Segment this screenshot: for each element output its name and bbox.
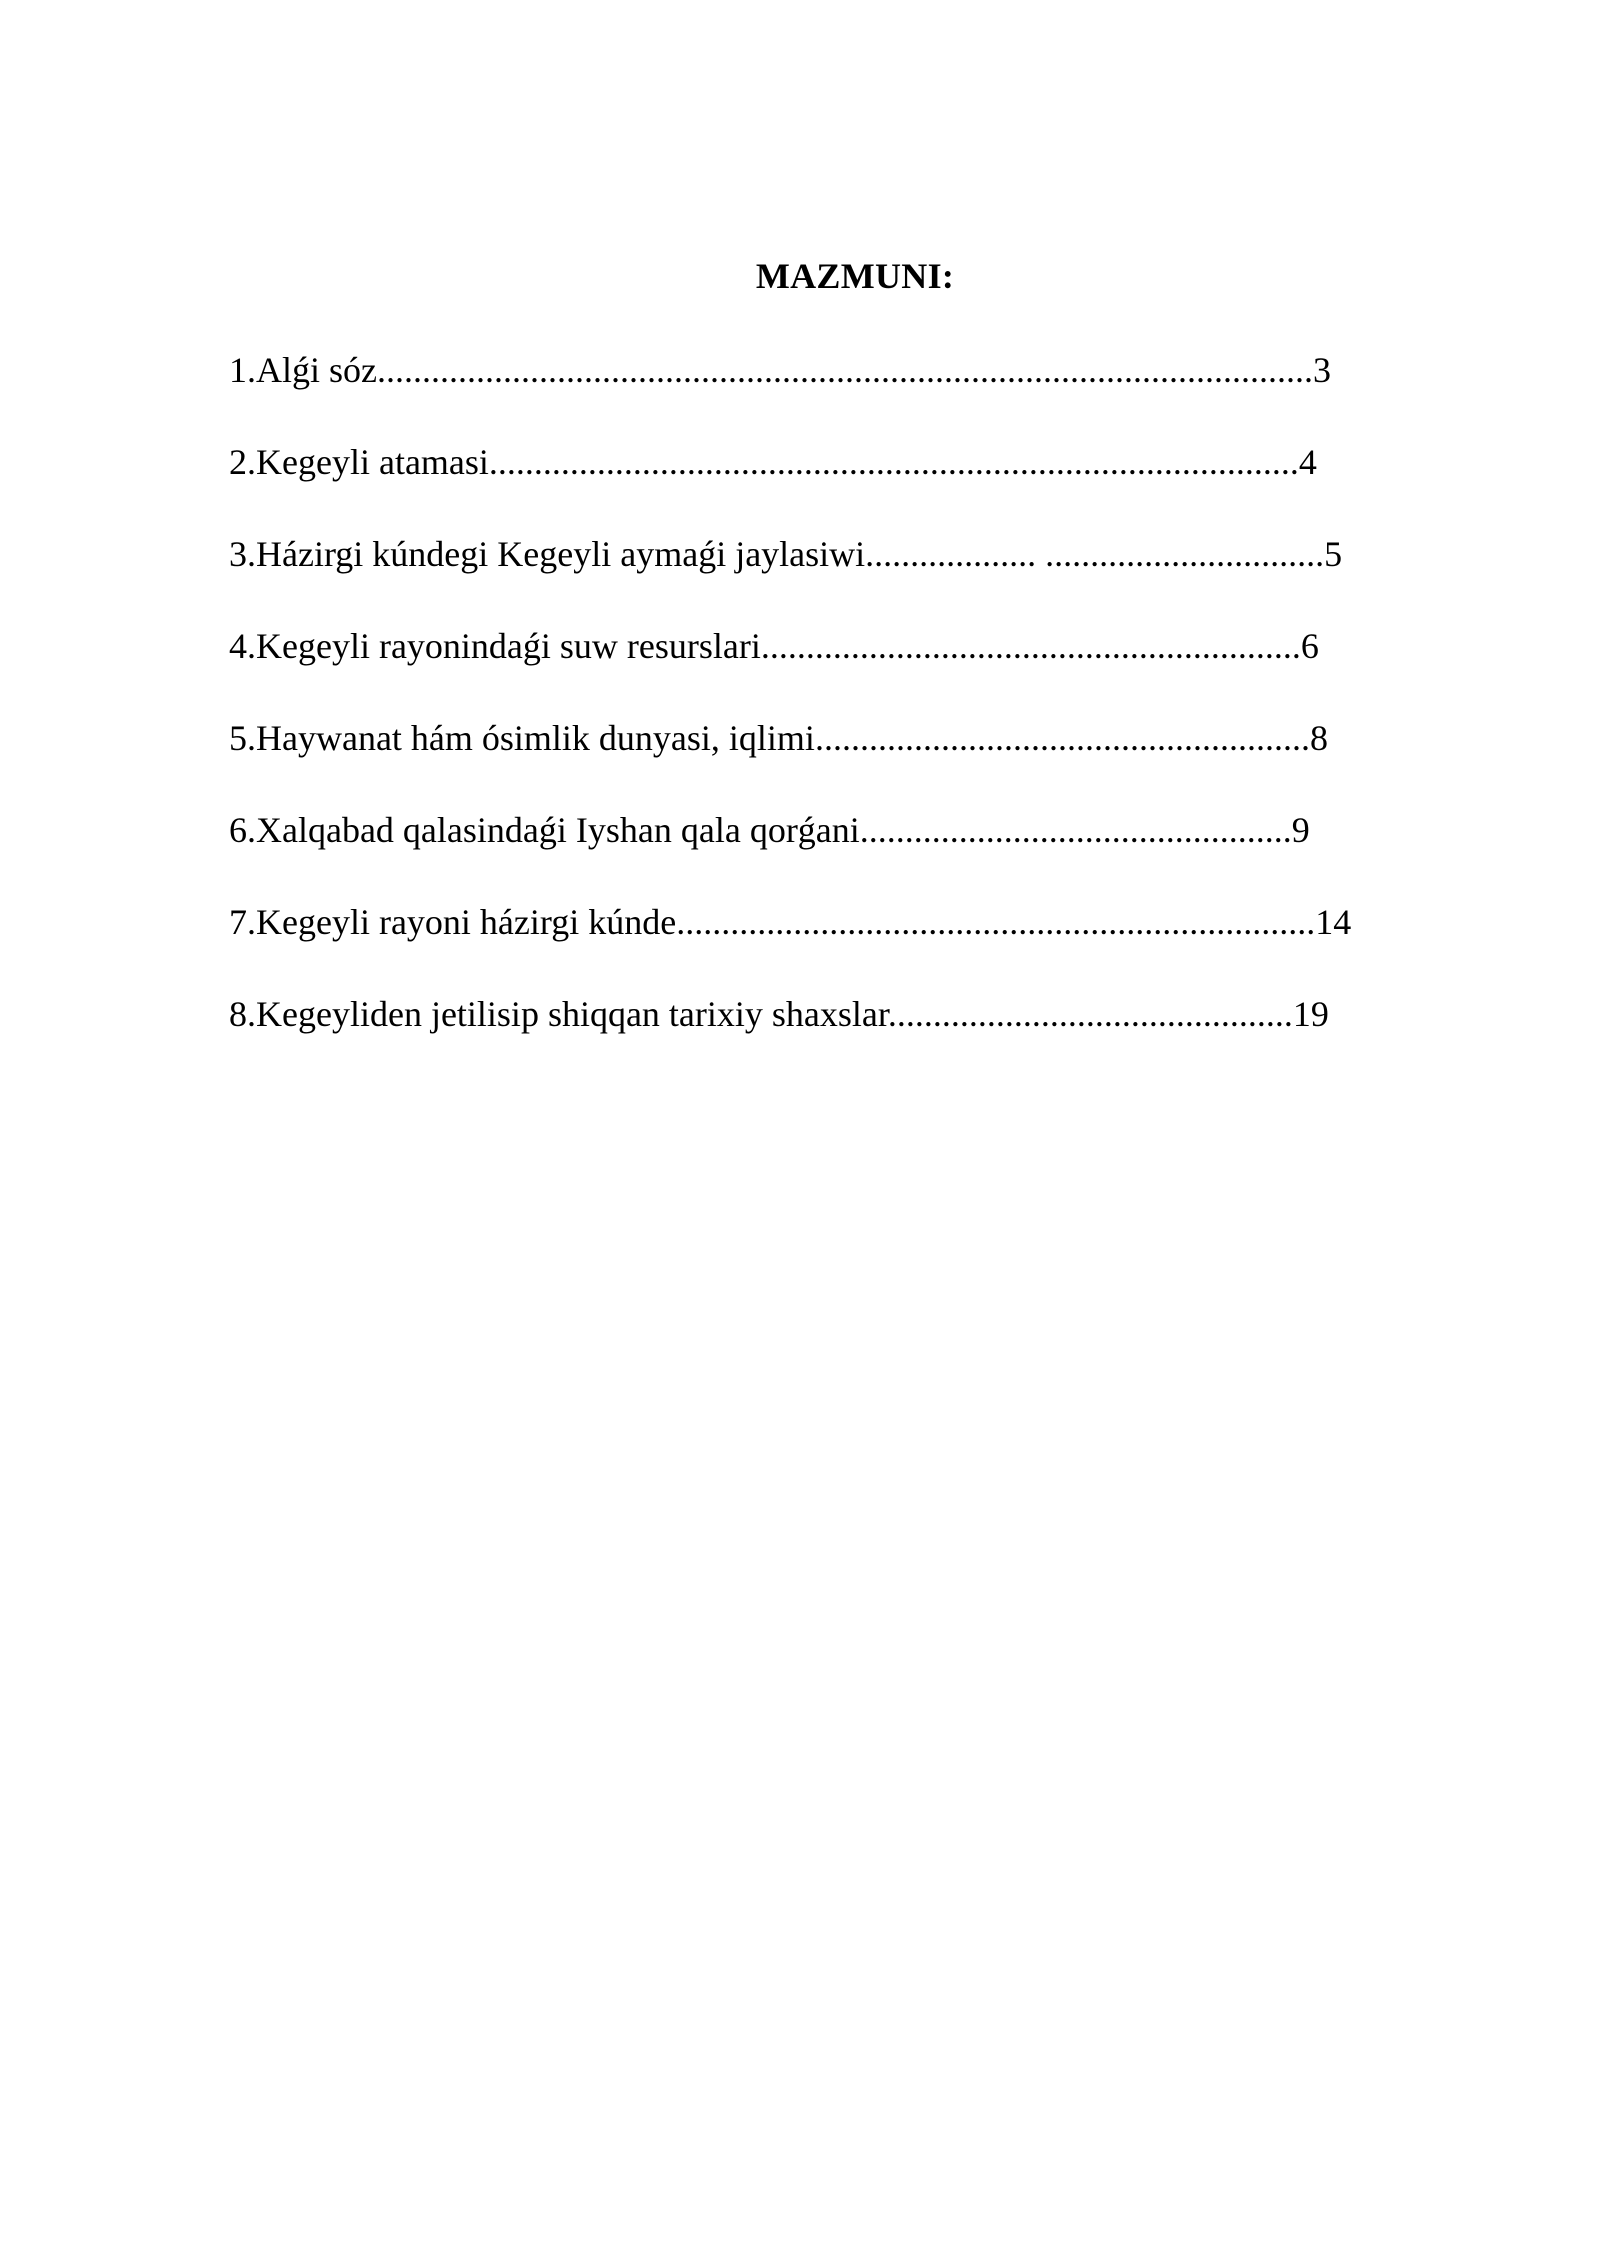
toc-entry-label: 4.Kegeyli rayonindaǵi suw resurslari xyxy=(229,626,761,666)
toc-entry-5 xyxy=(229,714,1351,762)
toc-entry-label: 7.Kegeyli rayoni házirgi kúnde xyxy=(229,902,677,942)
toc-entry-leader: ........................................................................................................ xyxy=(377,350,1313,390)
toc-entry-page: 9 xyxy=(1291,810,1310,850)
toc-entry-label: 3.Házirgi kúndegi Kegeyli aymaǵi jaylasiwi xyxy=(229,534,866,574)
table-of-contents xyxy=(229,346,1351,1082)
toc-entry-3 xyxy=(229,530,1351,578)
toc-entry-page: 8 xyxy=(1309,718,1328,758)
toc-entry-page: 3 xyxy=(1313,350,1331,390)
toc-entry-label: 1.Alǵi sóz xyxy=(229,350,377,390)
toc-entry-page: 14 xyxy=(1315,902,1352,942)
toc-entry-6 xyxy=(229,806,1351,854)
toc-entry-leader: ....................................................................... xyxy=(676,902,1316,942)
page-title: MAZMUNI: xyxy=(755,256,955,296)
toc-entry-label: 8.Kegeyliden jetilisip shiqqan tarixiy shaxslar xyxy=(229,994,888,1034)
toc-entry-7 xyxy=(229,898,1351,946)
toc-entry-page: 19 xyxy=(1292,994,1329,1034)
toc-entry-leader: ............................................................ xyxy=(760,626,1301,666)
toc-entry-1 xyxy=(229,346,1351,394)
toc-entry-label: 6.Xalqabad qalasindaǵi Iyshan qala qorǵani xyxy=(229,810,860,850)
toc-entry-page: 4 xyxy=(1298,442,1317,482)
toc-entry-label: 2.Kegeyli atamasi xyxy=(229,442,489,482)
toc-entry-8 xyxy=(229,990,1351,1038)
toc-entry-leader: ............................................. xyxy=(887,994,1293,1034)
toc-entry-2 xyxy=(229,438,1351,486)
toc-entry-leader: ....................................................... xyxy=(814,718,1310,758)
toc-entry-leader: ................................................ xyxy=(859,810,1292,850)
toc-entry-page: 6 xyxy=(1300,626,1319,666)
toc-entry-4 xyxy=(229,622,1351,670)
toc-entry-page: 5 xyxy=(1324,534,1343,574)
toc-entry-leader: .......................................................................................... xyxy=(488,442,1299,482)
toc-entry-label: 5.Haywanat hám ósimlik dunyasi, iqlimi xyxy=(229,718,815,758)
toc-entry-leader: ................... ............................... xyxy=(865,534,1325,574)
